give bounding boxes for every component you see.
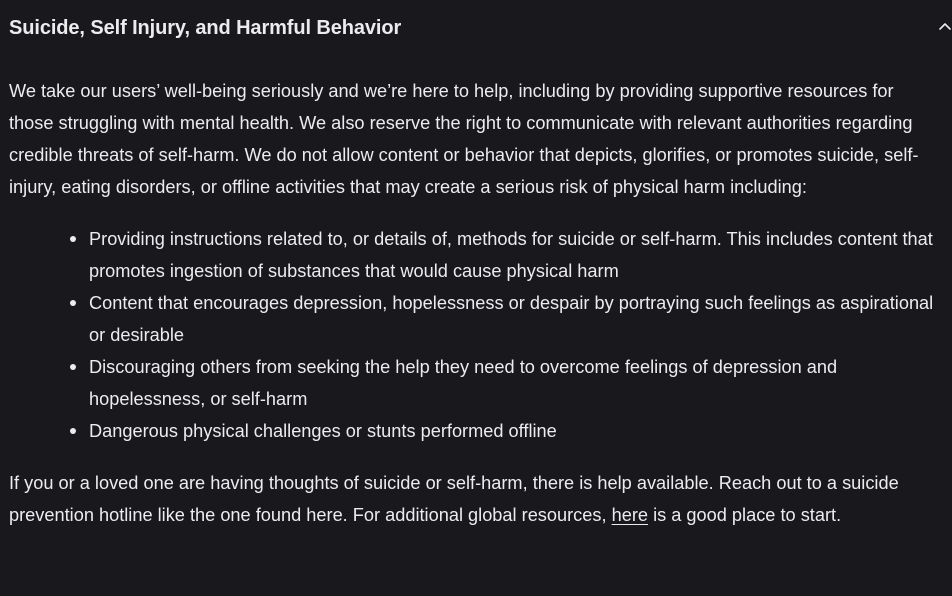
- bullet-icon: [70, 236, 76, 242]
- list-item-text: Content that encourages depression, hopelessness or despair by portraying such feelings as aspirational or desirable: [89, 293, 934, 345]
- list-item-text: Discouraging others from seeking the help they need to overcome feelings of depression and hopelessness, or self-harm: [89, 357, 838, 409]
- bullet-icon: [70, 364, 76, 370]
- help-text-before-link: If you or a loved one are having thoughts of suicide or self-harm, there is help available. Reach out to a suicide prevention hotline like the one found here. For additional global resources,: [9, 473, 899, 525]
- list-item-text: Providing instructions related to, or details of, methods for suicide or self-harm. This includes content that promotes ingestion of substances that would cause physical harm: [89, 229, 933, 281]
- list-item: [89, 287, 941, 351]
- chevron-up-icon[interactable]: [938, 20, 952, 34]
- bullet-icon: [70, 300, 76, 306]
- list-item: [89, 415, 941, 447]
- section-title: Suicide, Self Injury, and Harmful Behavior: [9, 17, 402, 39]
- accordion-content: [9, 75, 941, 531]
- bullet-icon: [70, 428, 76, 434]
- list-item: [89, 223, 941, 287]
- list-item-text: Dangerous physical challenges or stunts performed offline: [89, 421, 557, 441]
- prohibited-behavior-list: [9, 223, 941, 447]
- list-item: [89, 351, 941, 415]
- global-resources-link[interactable]: here: [611, 505, 649, 525]
- help-text-after-link: is a good place to start.: [648, 505, 842, 525]
- intro-paragraph: We take our users’ well-being seriously and we’re here to help, including by providing supportive resources for those struggling with mental health. We also reserve the right to communicate with relevant authorities regarding credible threats of self-harm. We do not allow content or behavior that depicts, glorifies, or promotes suicide, self-injury, eating disorders, or offline activities that may create a serious risk of physical harm including:: [9, 81, 919, 197]
- help-paragraph: [9, 467, 941, 531]
- accordion-header[interactable]: [0, 0, 952, 56]
- chevron-up-icon-graphic: [938, 20, 952, 34]
